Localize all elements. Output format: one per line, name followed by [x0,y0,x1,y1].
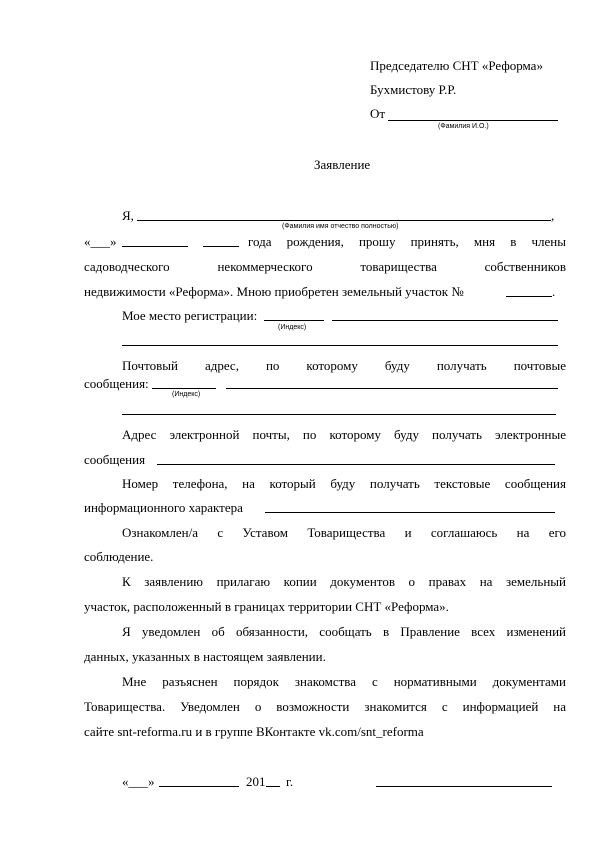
header-from-label: От [370,106,386,121]
birth-month-field[interactable] [122,246,188,247]
charter-line-2: соблюдение. [84,549,154,564]
registration-label: Мое место регистрации: [122,308,258,323]
snt-line-text: садоводческого некоммерческого товарищества собственников [84,259,566,274]
attach-line-1: К заявлению прилагаю копии документов о правах на земельный [122,574,566,589]
postal-index-caption: (Индекс) [172,391,201,398]
document-title: Заявление [314,157,371,172]
postal-address-field[interactable] [226,388,558,389]
header-recipient-name: Бухмистову Р.Р. [370,82,457,97]
footer-date-quotes: «___» [122,774,155,789]
registration-index-field[interactable] [264,320,324,321]
footer-month-field[interactable] [159,786,239,787]
from-caption: (Фамилия И.О.) [438,123,489,130]
applicant-caption: (Фамилия имя отчество полностью) [282,223,399,230]
footer-year-digit-field[interactable] [266,786,280,787]
explained-line-3: сайте snt-reforma.ru и в группе ВКонтакте vk.com/snt_reforma [84,724,424,739]
explained-line-1: Мне разъяснен порядок знакомства с нормативными документами [122,674,566,689]
email-label: сообщения [84,452,146,467]
registration-index-caption: (Индекс) [278,324,307,331]
plot-label: недвижимости «Реформа». Мною приобретен земельный участок № [84,284,464,299]
applicant-suffix: , [551,208,555,223]
charter-line-1: Ознакомлен/а с Уставом Товарищества и соглашаюсь на его [122,525,566,540]
phone-line-1: Номер телефона, на который буду получать текстовые сообщения [122,476,566,491]
plot-number-field[interactable] [506,296,552,297]
email-field[interactable] [157,464,555,465]
birth-line-text: года рождения, прошу принять, мня в члены [248,234,566,249]
applicant-prefix: Я, [122,208,134,223]
explained-line-2: Товарищества. Уведомлен о возможности знакомится с информацией на [84,699,566,714]
notify-line-2: данных, указанных в настоящем заявлении. [84,649,326,664]
postal-index-field[interactable] [152,388,216,389]
applicant-name-field[interactable] [137,220,551,221]
signature-field[interactable] [376,786,552,787]
postal-address-line-2[interactable] [122,414,556,415]
from-name-field[interactable] [388,120,558,121]
email-line-1: Адрес электронной почты, по которому буду получать электронные [122,427,566,442]
postal-label: сообщения: [84,376,149,391]
phone-label: информационного характера [84,500,243,515]
footer-year: 201 [246,774,266,789]
attach-line-2: участок, расположенный в границах территории СНТ «Реформа». [84,599,449,614]
registration-address-line-2[interactable] [122,345,558,346]
plot-line-end: . [552,284,556,299]
footer-year-suffix: г. [286,774,294,789]
phone-field[interactable] [265,512,555,513]
registration-address-field[interactable] [332,320,558,321]
notify-line-1: Я уведомлен об обязанности, сообщать в Правление всех изменений [122,624,566,639]
birth-year-field[interactable] [203,246,239,247]
postal-line-1: Почтовый адрес, по которому буду получать почтовые [122,358,566,373]
birth-date-quotes: «___» [84,234,117,249]
header-recipient-title: Председателю СНТ «Реформа» [370,58,543,73]
